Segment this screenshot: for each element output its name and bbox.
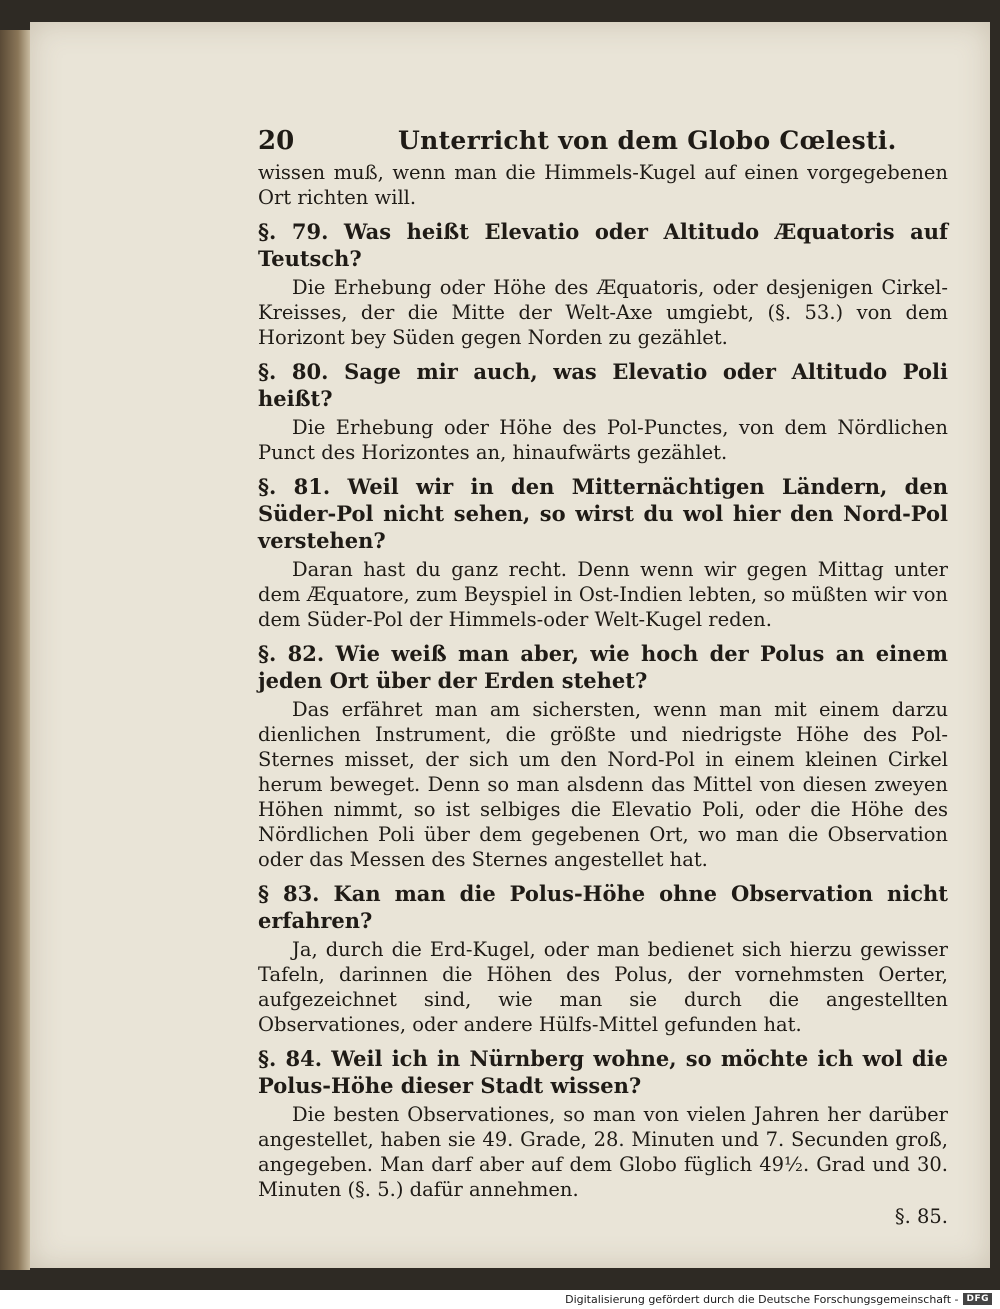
question-81: §. 81. Weil wir in den Mitternächtigen Ländern, den Süder-Pol nicht sehen, so wirst du wol hier den Nord-Pol verstehen? bbox=[258, 474, 948, 553]
catchword: §. 85. bbox=[894, 1205, 948, 1228]
question-83: § 83. Kan man die Polus-Höhe ohne Observation nicht erfahren? bbox=[258, 881, 948, 933]
answer-84: Die besten Observationes, so man von vielen Jahren her darüber angestellet, haben sie 49. Grade, 28. Minuten und 7. Secunden groß, angegeben. Man darf aber auf dem Globo füglich 49½. Grad und 30. Minuten (§. 5.) dafür annehmen. bbox=[258, 1103, 948, 1201]
answer-81: Daran hast du ganz recht. Denn wenn wir gegen Mittag unter dem Æquatore, zum Beyspiel in Ost-Indien lebten, so müßten wir von dem Süder-Pol der Himmels-oder Welt-Kugel reden. bbox=[258, 558, 948, 631]
page-text bbox=[258, 128, 948, 1229]
page-header bbox=[258, 128, 948, 154]
running-title: Unterricht von dem Globo Cœlesti. bbox=[398, 126, 897, 155]
answer-83: Ja, durch die Erd-Kugel, oder man bedienet sich hierzu gewisser Tafeln, darinnen die Höhen des Polus, der vornehmsten Oerter, aufgezeichnet sind, wie man sie durch die angestellten Observationes, oder andere Hülfs-Mittel gefunden hat. bbox=[258, 938, 948, 1036]
question-84: §. 84. Weil ich in Nürnberg wohne, so möchte ich wol die Polus-Höhe dieser Stadt wissen? bbox=[258, 1046, 948, 1098]
question-82: §. 82. Wie weiß man aber, wie hoch der Polus an einem jeden Ort über der Erden stehet? bbox=[258, 641, 948, 693]
dfg-logo-icon: DFG bbox=[963, 1293, 992, 1305]
question-80: §. 80. Sage mir auch, was Elevatio oder Altitudo Poli heißt? bbox=[258, 359, 948, 411]
digitization-footer bbox=[565, 1291, 992, 1307]
page-number: 20 bbox=[258, 126, 295, 156]
answer-79: Die Erhebung oder Höhe des Æquatoris, oder desjenigen Cirkel-Kreisses, der die Mitte der Welt-Axe umgiebt, (§. 53.) von dem Horizont bey Süden gegen Norden zu gezählet. bbox=[258, 276, 948, 349]
book-spine bbox=[0, 30, 30, 1270]
answer-82: Das erfähret man am sichersten, wenn man mit einem darzu dienlichen Instrument, die größte und niedrigste Höhe des Pol-Sternes misset, der sich um den Nord-Pol in einem kleinen Cirkel herum beweget. Denn so man alsdenn das Mittel von diesen zweyen Höhen nimmt, so ist selbiges die Elevatio Poli, oder die Höhe des Nördlichen Poli über dem gegebenen Ort, wo man die Observation oder das Messen des Sternes angestellet hat. bbox=[258, 698, 948, 871]
paragraph-continuation: wissen muß, wenn man die Himmels-Kugel auf einen vorgegebenen Ort richten will. bbox=[258, 161, 948, 209]
answer-80: Die Erhebung oder Höhe des Pol-Punctes, von dem Nördlichen Punct des Horizontes an, hinaufwärts gezählet. bbox=[258, 416, 948, 464]
footer-text: Digitalisierung gefördert durch die Deutsche Forschungsgemeinschaft - bbox=[565, 1292, 959, 1306]
question-79: §. 79. Was heißt Elevatio oder Altitudo Æquatoris auf Teutsch? bbox=[258, 219, 948, 271]
